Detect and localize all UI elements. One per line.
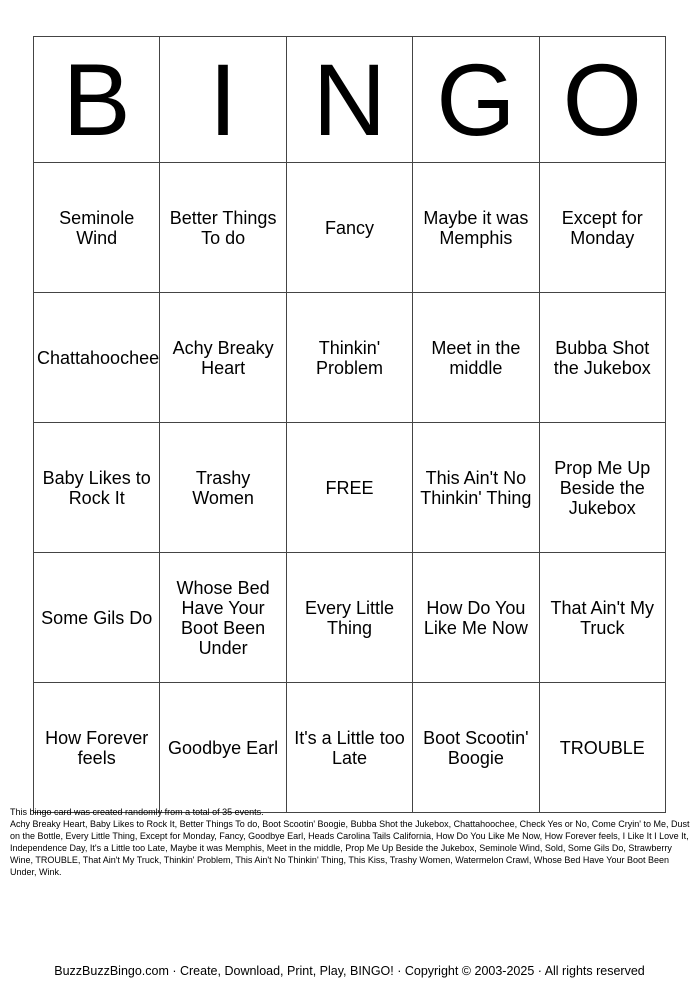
header-letter-i: I bbox=[160, 37, 286, 163]
header-letter-g: G bbox=[413, 37, 539, 163]
card-cell: This Ain't No Thinkin' Thing bbox=[413, 423, 539, 553]
card-row bbox=[34, 423, 666, 553]
card-row bbox=[34, 553, 666, 683]
card-cell: Boot Scootin' Boogie bbox=[413, 683, 539, 813]
card-cell: It's a Little too Late bbox=[286, 683, 412, 813]
free-space-cell: FREE bbox=[286, 423, 412, 553]
card-cell: Baby Likes to Rock It bbox=[34, 423, 160, 553]
header-letter-b: B bbox=[34, 37, 160, 163]
card-cell: How Do You Like Me Now bbox=[413, 553, 539, 683]
event-list-note bbox=[10, 806, 690, 878]
note-intro: This bingo card was created randomly from a total of 35 events. bbox=[10, 807, 264, 817]
card-cell: That Ain't My Truck bbox=[539, 553, 665, 683]
card-cell: How Forever feels bbox=[34, 683, 160, 813]
header-row bbox=[34, 37, 666, 163]
card-cell: TROUBLE bbox=[539, 683, 665, 813]
card-cell: Whose Bed Have Your Boot Been Under bbox=[160, 553, 286, 683]
card-cell: Some Gils Do bbox=[34, 553, 160, 683]
card-cell: Thinkin' Problem bbox=[286, 293, 412, 423]
card-cell: Prop Me Up Beside the Jukebox bbox=[539, 423, 665, 553]
card-cell: Except for Monday bbox=[539, 163, 665, 293]
card-cell: Chattahoochee bbox=[34, 293, 160, 423]
card-cell: Trashy Women bbox=[160, 423, 286, 553]
card-cell: Seminole Wind bbox=[34, 163, 160, 293]
footer-copyright: BuzzBuzzBingo.com · Create, Download, Print, Play, BINGO! · Copyright © 2003-2025 · All rights reserved bbox=[54, 964, 645, 978]
card-cell: Maybe it was Memphis bbox=[413, 163, 539, 293]
header-letter-o: O bbox=[539, 37, 665, 163]
card-row bbox=[34, 293, 666, 423]
card-row bbox=[34, 683, 666, 813]
card-cell: Every Little Thing bbox=[286, 553, 412, 683]
card-cell: Better Things To do bbox=[160, 163, 286, 293]
note-events: Achy Breaky Heart, Baby Likes to Rock It, Better Things To do, Boot Scootin' Boogie, Bubba Shot the Jukebox, Chattahoochee, Check Yes or No, Come Cryin' to Me, Dust on the Bottle, Every Little Thing, Except for Monday, Fancy, Goodbye Earl, Heads Carolina Tails California, How Do You Like Me Now, How Forever feels, I Like It I Love It, Independence Day, It's a Little too Late, Maybe it was Memphis, Meet in the middle, Prop Me Up Beside the Jukebox, Seminole Wind, Sold, Some Gils Do, Strawberry Wine, TROUBLE, That Ain't My Truck, Thinkin' Problem, This Ain't No Thinkin' Thing, This Kiss, Trashy Women, Watermelon Crawl, Whose Bed Have Your Boot Been Under, Wink. bbox=[10, 819, 690, 877]
bingo-card bbox=[33, 36, 666, 813]
card-cell: Fancy bbox=[286, 163, 412, 293]
card-cell: Meet in the middle bbox=[413, 293, 539, 423]
card-cell: Achy Breaky Heart bbox=[160, 293, 286, 423]
card-cell: Bubba Shot the Jukebox bbox=[539, 293, 665, 423]
header-letter-n: N bbox=[286, 37, 412, 163]
card-cell: Goodbye Earl bbox=[160, 683, 286, 813]
card-row bbox=[34, 163, 666, 293]
